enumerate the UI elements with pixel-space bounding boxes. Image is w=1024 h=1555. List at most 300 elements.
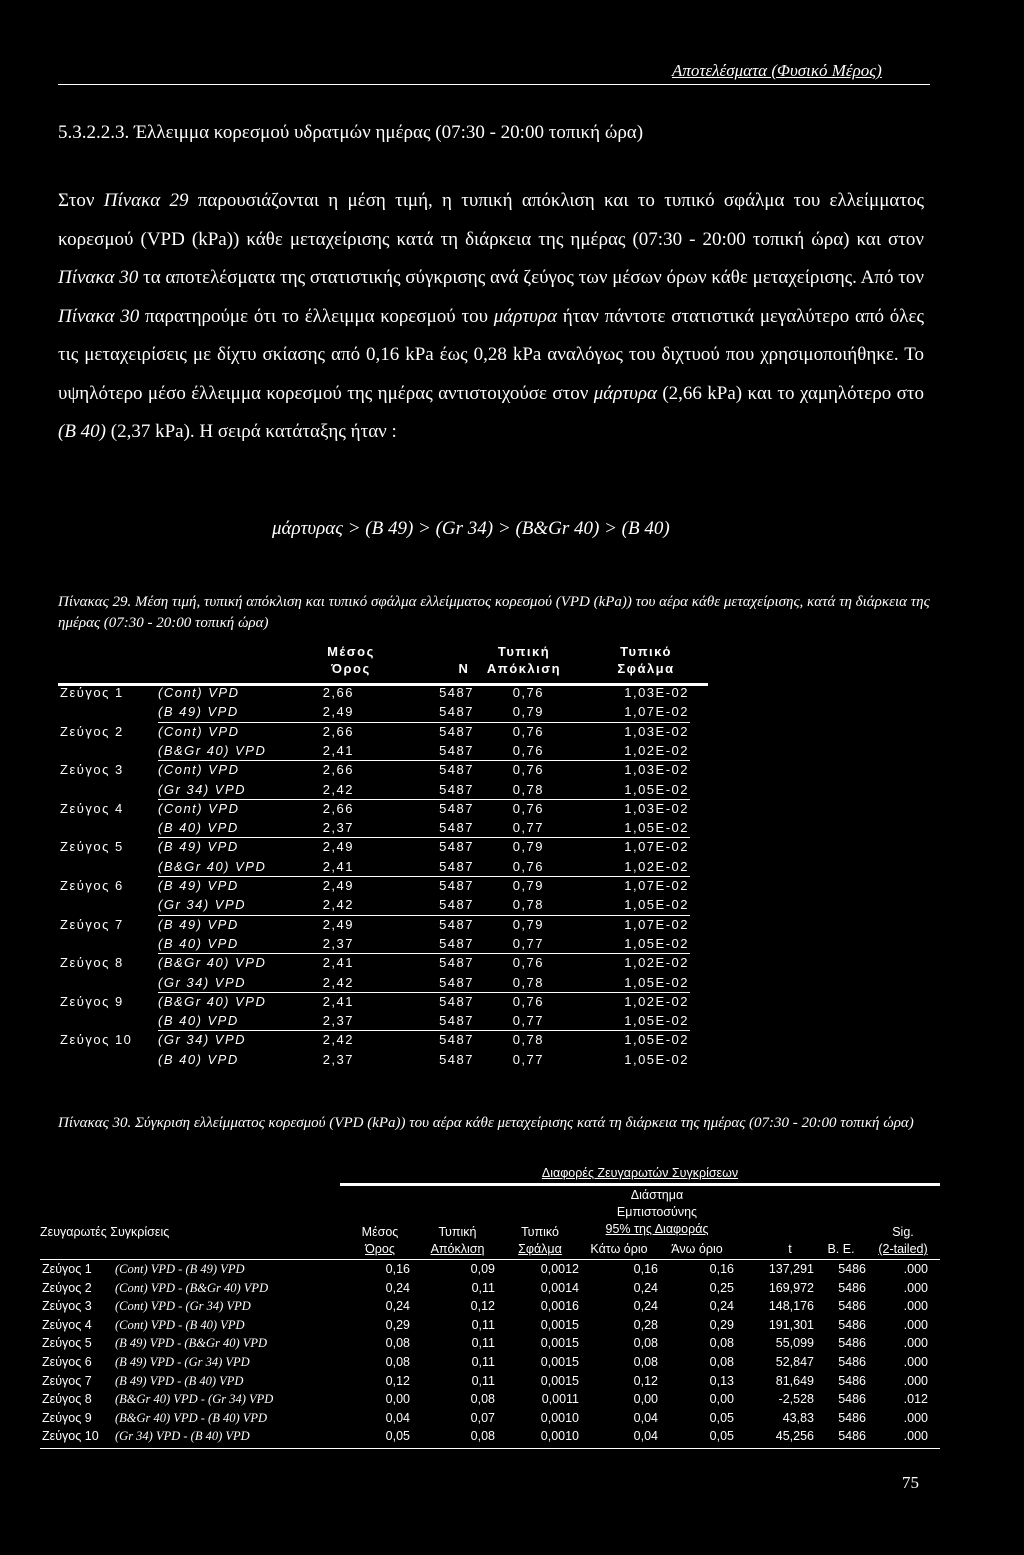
sd-cell: 0,11 xyxy=(471,1373,495,1388)
n-cell: 5487 xyxy=(439,685,474,700)
table-row xyxy=(58,801,708,820)
sd-cell: 0,07 xyxy=(470,1410,495,1425)
mean-cell: 2,37 xyxy=(322,820,354,836)
col-header-pairs: Ζευγαρωτές Συγκρίσεις xyxy=(40,1225,170,1239)
sd-cell: 0,11 xyxy=(471,1317,495,1332)
df-cell: 5486 xyxy=(838,1429,866,1444)
n-cell: 5487 xyxy=(439,742,474,758)
se-cell: 1,05E-02 xyxy=(624,781,689,797)
se-cell: 1,02E-02 xyxy=(624,858,689,874)
section-heading: 5.3.2.2.3. Έλλειμμα κορεσμού υδρατμών ημέρας (07:30 - 20:00 τοπική ώρα) xyxy=(58,122,644,143)
sd-cell: 0,79 xyxy=(512,878,544,893)
mean-cell: 2,49 xyxy=(322,704,354,720)
se-cell: 1,05E-02 xyxy=(624,1032,689,1048)
sd-cell: 0,08 xyxy=(470,1392,495,1407)
table-row xyxy=(40,1411,940,1430)
sig-cell: .012 xyxy=(903,1392,928,1407)
header-rule xyxy=(58,84,930,85)
pair-separator-rule xyxy=(158,799,690,800)
mean-cell: 2,49 xyxy=(322,916,354,932)
sig-cell: .000 xyxy=(903,1410,928,1425)
sd-cell: 0,11 xyxy=(471,1336,495,1351)
sd-cell: 0,78 xyxy=(512,1032,544,1048)
se-cell: 1,05E-02 xyxy=(624,820,689,836)
col-header-upper: Άνω όριο xyxy=(671,1242,723,1256)
se-cell: 1,05E-02 xyxy=(624,974,689,990)
header-bottom-rule xyxy=(40,1259,940,1260)
se-cell: 1,05E-02 xyxy=(624,935,689,951)
se-cell: 0,0015 xyxy=(540,1317,579,1332)
table-row xyxy=(58,878,708,897)
n-cell: 5487 xyxy=(439,955,474,971)
header-line: 95% της Διαφοράς xyxy=(605,1222,709,1236)
upper-cell: 0,05 xyxy=(709,1429,734,1444)
lowest-treatment: (Β 40) xyxy=(58,421,107,442)
pair-cell: Ζεύγος 6 xyxy=(60,878,124,893)
para-text: (2,66 kPa) και το χαμηλότερο στο xyxy=(656,382,924,404)
treatment-cell: (Gr 34) VPD xyxy=(158,1032,247,1048)
table-row xyxy=(58,743,708,762)
header-line: Όρος xyxy=(365,1242,395,1256)
sd-cell: 0,11 xyxy=(471,1355,495,1369)
pair-cell: Ζεύγος 2 xyxy=(42,1280,92,1295)
mean-cell: 0,04 xyxy=(385,1410,410,1425)
upper-cell: 0,13 xyxy=(709,1373,734,1388)
pair-cell: Ζεύγος 6 xyxy=(42,1355,92,1369)
header-line: (2-tailed) xyxy=(878,1242,928,1256)
mean-cell: 2,42 xyxy=(322,781,354,797)
sig-cell: .000 xyxy=(903,1299,928,1314)
col-header-se xyxy=(498,1224,582,1258)
sig-cell: .000 xyxy=(903,1262,928,1276)
table-29-reference: Πίνακα 29 xyxy=(103,190,189,211)
n-cell: 5487 xyxy=(439,916,474,932)
table-row xyxy=(58,724,708,743)
control-term: μάρτυρα xyxy=(593,382,657,404)
col-header-df: Β. Ε. xyxy=(827,1242,855,1256)
pair-cell: Ζεύγος 1 xyxy=(42,1262,92,1276)
pair-cell: Ζεύγος 10 xyxy=(60,1032,133,1048)
header-line: Τυπική xyxy=(497,644,551,659)
sd-cell: 0,76 xyxy=(512,993,544,1009)
lower-cell: 0,08 xyxy=(633,1336,658,1351)
comparison-cell: (Cont) VPD - (Gr 34) VPD xyxy=(115,1299,251,1314)
sd-cell: 0,79 xyxy=(512,839,544,855)
mean-cell: 2,66 xyxy=(322,685,354,700)
se-cell: 0,0016 xyxy=(540,1299,579,1314)
mean-cell: 2,41 xyxy=(322,858,354,874)
sd-cell: 0,12 xyxy=(470,1299,495,1314)
treatment-cell: (B&Gr 40) VPD xyxy=(158,858,267,874)
se-cell: 1,07E-02 xyxy=(624,916,689,932)
header-line: Όρος xyxy=(331,661,371,676)
pair-cell: Ζεύγος 5 xyxy=(60,839,124,855)
mean-cell: 0,05 xyxy=(385,1429,410,1444)
mean-cell: 2,66 xyxy=(322,762,354,778)
group-header: Διαφορές Ζευγαρωτών Συγκρίσεων xyxy=(541,1166,739,1180)
pair-cell: Ζεύγος 4 xyxy=(60,800,124,816)
body-paragraph xyxy=(58,182,924,452)
mean-cell: 0,29 xyxy=(385,1317,410,1332)
pair-cell: Ζεύγος 1 xyxy=(60,685,124,700)
n-cell: 5487 xyxy=(439,800,474,816)
mean-cell: 2,49 xyxy=(322,878,354,893)
table-row xyxy=(58,685,708,704)
table-row xyxy=(58,782,708,801)
n-cell: 5487 xyxy=(439,781,474,797)
pair-separator-rule xyxy=(158,992,690,993)
treatment-cell: (Gr 34) VPD xyxy=(158,897,247,913)
se-cell: 0,0012 xyxy=(540,1262,579,1276)
se-cell: 0,0014 xyxy=(540,1280,579,1295)
se-cell: 1,03E-02 xyxy=(624,685,689,700)
pair-separator-rule xyxy=(158,953,690,954)
table-row xyxy=(58,859,708,878)
mean-cell: 0,08 xyxy=(385,1355,410,1369)
lower-cell: 0,04 xyxy=(633,1410,658,1425)
lower-cell: 0,16 xyxy=(633,1262,658,1276)
table-row xyxy=(40,1299,940,1318)
n-cell: 5487 xyxy=(439,723,474,739)
comparison-cell: (B&Gr 40) VPD - (Β 40) VPD xyxy=(115,1410,268,1425)
t-cell: 81,649 xyxy=(775,1373,814,1388)
t-cell: 45,256 xyxy=(775,1429,814,1444)
lower-cell: 0,12 xyxy=(633,1373,658,1388)
se-cell: 0,0011 xyxy=(541,1392,579,1407)
header-line: Τυπικό xyxy=(521,1225,559,1239)
treatment-cell: (Β 49) VPD xyxy=(158,878,239,893)
se-cell: 1,05E-02 xyxy=(624,1013,689,1029)
sd-cell: 0,76 xyxy=(512,742,544,758)
mean-cell: 2,41 xyxy=(322,993,354,1009)
pair-cell: Ζεύγος 7 xyxy=(60,916,124,932)
df-cell: 5486 xyxy=(838,1299,866,1314)
pair-cell: Ζεύγος 8 xyxy=(60,955,124,971)
mean-cell: 2,37 xyxy=(322,935,354,951)
caption-label: Πίνακας 30. xyxy=(58,1115,132,1131)
se-cell: 1,07E-02 xyxy=(624,839,689,855)
mean-cell: 2,42 xyxy=(322,974,354,990)
table-row xyxy=(40,1336,940,1355)
treatment-cell: (Cont) VPD xyxy=(158,685,240,700)
control-term: μάρτυρα xyxy=(493,305,557,327)
df-cell: 5486 xyxy=(838,1410,866,1425)
se-cell: 0,0015 xyxy=(540,1373,579,1388)
table-row xyxy=(40,1429,940,1448)
table-bottom-rule xyxy=(40,1448,940,1449)
header-line: Μέσος xyxy=(361,1225,399,1239)
pair-separator-rule xyxy=(158,760,690,761)
lower-cell: 0,24 xyxy=(633,1299,658,1314)
header-line: Απόκλιση xyxy=(430,1242,485,1256)
mean-cell: 0,08 xyxy=(385,1336,410,1351)
pair-cell: Ζεύγος 9 xyxy=(42,1410,92,1425)
col-header-sig xyxy=(868,1224,938,1258)
col-header-mean xyxy=(296,643,406,677)
table-row xyxy=(58,936,708,955)
n-cell: 5487 xyxy=(439,1032,474,1048)
table-row xyxy=(40,1262,940,1281)
df-cell: 5486 xyxy=(838,1317,866,1332)
n-cell: 5487 xyxy=(439,878,474,893)
se-cell: 1,07E-02 xyxy=(624,704,689,720)
sd-cell: 0,78 xyxy=(512,781,544,797)
mean-cell: 2,42 xyxy=(322,1032,354,1048)
upper-cell: 0,00 xyxy=(709,1392,734,1407)
pair-separator-rule xyxy=(158,876,690,877)
comparison-cell: (B&Gr 40) VPD - (Gr 34) VPD xyxy=(115,1392,274,1407)
table-row xyxy=(58,704,708,723)
sd-cell: 0,11 xyxy=(471,1280,495,1295)
comparison-cell: (Cont) VPD - (Β 40) VPD xyxy=(115,1317,245,1332)
running-head: Αποτελέσματα (Φυσικό Μέρος) xyxy=(672,61,882,80)
caption-text: Σύγκριση ελλείμματος κορεσμού (VPD (kPa)) του αέρα κάθε μεταχείρισης κατά τη διάρκεια της ημέρας (07:30 - 20:00 τοπική ώρα) xyxy=(131,1115,914,1131)
sd-cell: 0,77 xyxy=(512,1013,544,1029)
mean-cell: 2,37 xyxy=(322,1013,354,1029)
se-cell: 1,03E-02 xyxy=(624,800,689,816)
t-cell: 169,972 xyxy=(768,1280,814,1295)
col-header-se xyxy=(594,643,698,677)
se-cell: 1,02E-02 xyxy=(624,955,689,971)
se-cell: 0,0015 xyxy=(540,1336,579,1351)
table-row xyxy=(40,1374,940,1393)
se-cell: 1,03E-02 xyxy=(624,723,689,739)
sd-cell: 0,76 xyxy=(512,762,544,778)
col-header-mean xyxy=(340,1224,420,1258)
treatment-cell: (B&Gr 40) VPD xyxy=(158,742,267,758)
treatment-cell: (Cont) VPD xyxy=(158,723,240,739)
n-cell: 5487 xyxy=(439,858,474,874)
sd-cell: 0,08 xyxy=(470,1429,495,1444)
sd-cell: 0,77 xyxy=(512,820,544,836)
upper-cell: 0,16 xyxy=(709,1262,734,1276)
sig-cell: .000 xyxy=(903,1336,928,1351)
mean-cell: 2,37 xyxy=(322,1051,354,1067)
table-row xyxy=(58,1013,708,1032)
t-cell: 148,176 xyxy=(768,1299,814,1314)
header-line: Τυπικό xyxy=(620,644,672,659)
n-cell: 5487 xyxy=(439,704,474,720)
mean-cell: 2,49 xyxy=(322,839,354,855)
sd-cell: 0,09 xyxy=(470,1262,495,1276)
col-header-n: N xyxy=(458,661,470,676)
t-cell: -2,528 xyxy=(778,1392,814,1407)
pair-separator-rule xyxy=(158,915,690,916)
t-cell: 137,291 xyxy=(768,1262,814,1276)
se-cell: 1,03E-02 xyxy=(624,762,689,778)
mean-cell: 0,00 xyxy=(385,1392,410,1407)
table-30-caption xyxy=(58,1113,938,1134)
caption-text: Μέση τιμή, τυπική απόκλιση και τυπικό σφάλμα ελλείμματος κορεσμού (VPD (kPa)) του αέρα κάθε μεταχείρισης, κατά τη διάρκεια της ημέρας (07:30 - 20:00 τοπική ώρα) xyxy=(58,594,930,631)
pair-cell: Ζεύγος 8 xyxy=(42,1392,92,1407)
para-text: ήταν πάντοτε στατιστικά μεγαλύτερο από όλες τις μεταχειρίσεις με δίχτυ σκίασης από 0,16 kPa έως 0,28 kPa αναλόγως του διχτυού που χρησιμοποιήθηκε. Το υψηλότερο μέσο έλλειμμα κορεσμού της ημέρας αντιστοιχούσε στον xyxy=(58,305,925,404)
mean-cell: 0,24 xyxy=(385,1280,410,1295)
se-cell: 0,0015 xyxy=(540,1355,579,1369)
treatment-cell: (Β 49) VPD xyxy=(158,704,239,720)
sd-cell: 0,76 xyxy=(512,685,544,700)
table-row xyxy=(58,917,708,936)
sd-cell: 0,77 xyxy=(512,1051,544,1067)
table-row xyxy=(58,994,708,1013)
pair-cell: Ζεύγος 10 xyxy=(42,1429,99,1444)
mean-cell: 0,12 xyxy=(385,1373,410,1388)
para-text: Στον xyxy=(58,190,104,211)
sig-cell: .000 xyxy=(903,1373,928,1388)
treatment-cell: (Β 40) VPD xyxy=(158,935,239,951)
sd-cell: 0,79 xyxy=(512,916,544,932)
para-text: τα αποτελέσματα της στατιστικής σύγκρισης ανά ζεύγος των μέσων όρων κάθε μεταχείρισης. Από τον xyxy=(138,267,924,288)
sd-cell: 0,79 xyxy=(512,704,544,720)
lower-cell: 0,28 xyxy=(633,1317,658,1332)
n-cell: 5487 xyxy=(439,820,474,836)
treatment-cell: (Β 40) VPD xyxy=(158,1013,239,1029)
mean-cell: 2,41 xyxy=(322,742,354,758)
lower-cell: 0,04 xyxy=(633,1429,658,1444)
table-row xyxy=(58,1052,708,1071)
pair-cell: Ζεύγος 2 xyxy=(60,723,124,739)
n-cell: 5487 xyxy=(439,839,474,855)
upper-cell: 0,08 xyxy=(709,1336,734,1351)
df-cell: 5486 xyxy=(838,1280,866,1295)
header-line: Τυπική xyxy=(438,1225,477,1239)
table-row xyxy=(58,839,708,858)
table-row xyxy=(58,975,708,994)
sig-cell: .000 xyxy=(903,1317,928,1332)
col-header-sd xyxy=(415,1224,500,1258)
header-line: Διάστημα xyxy=(630,1188,684,1202)
upper-cell: 0,25 xyxy=(709,1280,734,1295)
df-cell: 5486 xyxy=(838,1373,866,1388)
pair-cell: Ζεύγος 5 xyxy=(42,1336,92,1351)
sig-cell: .000 xyxy=(903,1355,928,1369)
sd-cell: 0,76 xyxy=(512,723,544,739)
t-cell: 52,847 xyxy=(775,1355,814,1369)
se-cell: 0,0010 xyxy=(540,1429,579,1444)
t-cell: 191,301 xyxy=(768,1317,814,1332)
lower-cell: 0,08 xyxy=(633,1355,658,1369)
page-number: 75 xyxy=(902,1473,919,1492)
comparison-cell: (Β 49) VPD - (Gr 34) VPD xyxy=(115,1355,250,1369)
treatment-cell: (Β 40) VPD xyxy=(158,820,239,836)
table-30-reference: Πίνακα 30 xyxy=(58,305,140,327)
mean-cell: 2,41 xyxy=(322,955,354,971)
para-text: (2,37 kPa). Η σειρά κατάταξης ήταν : xyxy=(106,421,397,442)
sd-cell: 0,76 xyxy=(512,955,544,971)
pair-cell: Ζεύγος 4 xyxy=(42,1317,92,1332)
n-cell: 5487 xyxy=(439,1051,474,1067)
mean-cell: 0,16 xyxy=(385,1262,410,1276)
table-row xyxy=(58,1032,708,1051)
treatment-cell: (Β 49) VPD xyxy=(158,916,239,932)
comparison-cell: (Β 49) VPD - (Β 40) VPD xyxy=(115,1373,244,1388)
table-30-reference: Πίνακα 30 xyxy=(58,267,139,288)
upper-cell: 0,05 xyxy=(709,1410,734,1425)
col-header-t: t xyxy=(788,1242,792,1256)
group-header-rule xyxy=(340,1183,940,1186)
t-cell: 43,83 xyxy=(782,1410,814,1425)
df-cell: 5486 xyxy=(838,1392,866,1407)
comparison-cell: (Gr 34) VPD - (Β 40) VPD xyxy=(115,1429,250,1444)
header-line: Απόκλιση xyxy=(486,661,562,676)
treatment-cell: (Β 40) VPD xyxy=(158,1051,239,1067)
se-cell: 1,02E-02 xyxy=(624,742,689,758)
se-cell: 0,0010 xyxy=(540,1410,579,1425)
mean-cell: 2,66 xyxy=(322,800,354,816)
pair-separator-rule xyxy=(158,1030,690,1031)
header-line: Εμπιστοσύνης xyxy=(616,1205,698,1219)
table-row xyxy=(40,1355,940,1374)
table-row xyxy=(58,762,708,781)
n-cell: 5487 xyxy=(439,993,474,1009)
sd-cell: 0,78 xyxy=(512,974,544,990)
lower-cell: 0,24 xyxy=(633,1280,658,1295)
caption-label: Πίνακας 29. xyxy=(58,594,132,610)
col-header-lower: Κάτω όριο xyxy=(590,1242,648,1256)
header-line: Μέσος xyxy=(327,644,375,659)
comparison-cell: (Cont) VPD - (Β 49) VPD xyxy=(115,1262,245,1276)
mean-cell: 0,24 xyxy=(385,1299,410,1314)
table-29-caption xyxy=(58,592,938,634)
treatment-cell: (Gr 34) VPD xyxy=(158,781,247,797)
df-cell: 5486 xyxy=(838,1262,866,1276)
treatment-cell: (B&Gr 40) VPD xyxy=(158,993,267,1009)
df-cell: 5486 xyxy=(838,1336,866,1351)
para-text: παρατηρούμε ότι το έλλειμμα κορεσμού του xyxy=(139,305,494,327)
n-cell: 5487 xyxy=(439,935,474,951)
se-cell: 1,02E-02 xyxy=(624,993,689,1009)
pair-cell: Ζεύγος 9 xyxy=(60,993,124,1009)
treatment-cell: (Β 49) VPD xyxy=(158,839,239,855)
comparison-cell: (Cont) VPD - (B&Gr 40) VPD xyxy=(115,1280,269,1295)
lower-cell: 0,00 xyxy=(633,1392,658,1407)
table-row xyxy=(58,897,708,916)
table-row xyxy=(58,820,708,839)
n-cell: 5487 xyxy=(439,897,474,913)
df-cell: 5486 xyxy=(838,1355,866,1369)
t-cell: 55,099 xyxy=(775,1336,814,1351)
table-row xyxy=(40,1281,940,1300)
treatment-cell: (B&Gr 40) VPD xyxy=(158,955,267,971)
table-row xyxy=(58,955,708,974)
table-row xyxy=(40,1392,940,1411)
ranking-formula: μάρτυρας > (Β 49) > (Gr 34) > (B&Gr 40) > (Β 40) xyxy=(272,518,670,539)
table-row xyxy=(40,1318,940,1337)
ci-header xyxy=(580,1187,734,1238)
se-cell: 1,07E-02 xyxy=(624,878,689,893)
sig-cell: .000 xyxy=(903,1429,928,1444)
n-cell: 5487 xyxy=(439,974,474,990)
n-cell: 5487 xyxy=(439,1013,474,1029)
pair-separator-rule xyxy=(158,722,690,723)
header-line: Sig. xyxy=(892,1225,914,1239)
treatment-cell: (Cont) VPD xyxy=(158,762,240,778)
n-cell: 5487 xyxy=(439,762,474,778)
upper-cell: 0,08 xyxy=(709,1355,734,1369)
se-cell: 1,05E-02 xyxy=(624,897,689,913)
sd-cell: 0,78 xyxy=(512,897,544,913)
treatment-cell: (Gr 34) VPD xyxy=(158,974,247,990)
se-cell: 1,05E-02 xyxy=(624,1051,689,1067)
header-line: Σφάλμα xyxy=(617,661,675,676)
sig-cell: .000 xyxy=(903,1280,928,1295)
pair-cell: Ζεύγος 3 xyxy=(42,1299,92,1314)
treatment-cell: (Cont) VPD xyxy=(158,800,240,816)
upper-cell: 0,29 xyxy=(709,1317,734,1332)
header-line: Σφάλμα xyxy=(518,1242,562,1256)
pair-cell: Ζεύγος 7 xyxy=(42,1373,92,1388)
upper-cell: 0,24 xyxy=(709,1299,734,1314)
sd-cell: 0,76 xyxy=(512,858,544,874)
